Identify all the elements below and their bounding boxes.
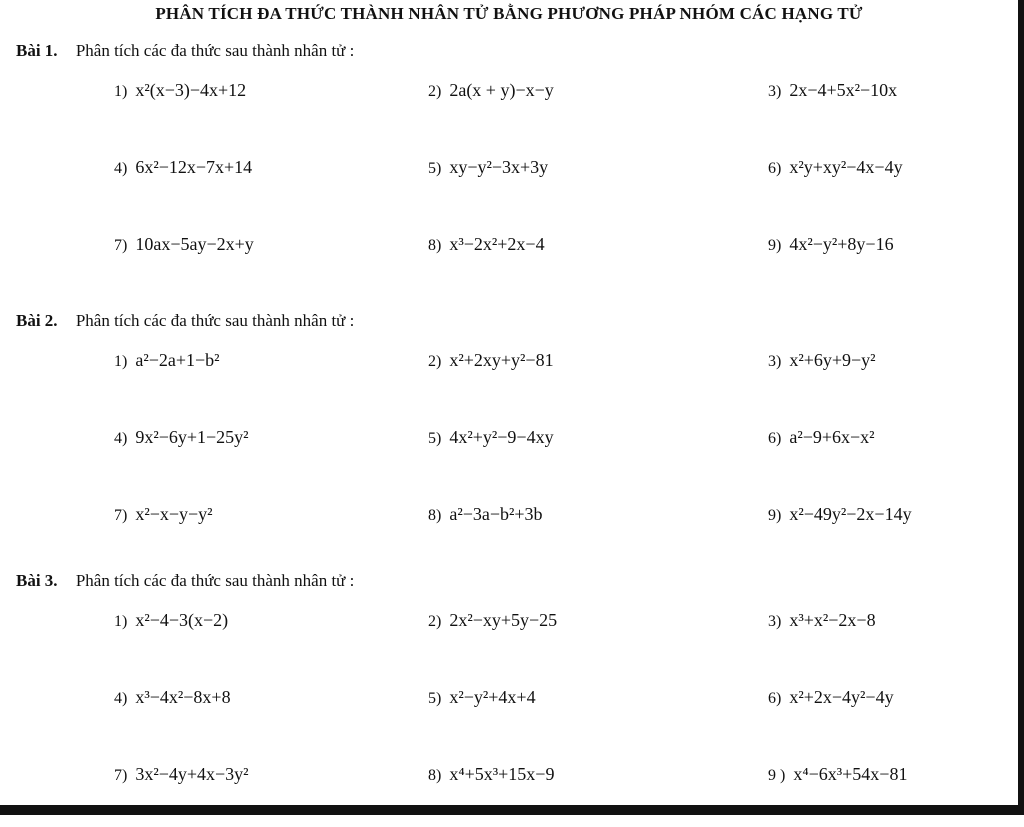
exercise-item [768,764,907,785]
polynomial-expression: 2x²−xy+5y−25 [449,610,558,630]
polynomial-expression: 3x²−4y+4x−3y² [135,764,249,784]
polynomial-expression: 4x²+y²−9−4xy [449,427,554,447]
item-number: 1) [114,83,128,100]
item-number: 8) [428,767,442,784]
item-number: 9 ) [768,767,786,784]
section-bai-2 [16,306,1006,567]
item-number: 2) [428,353,442,370]
exercise-item [114,427,249,448]
exercise-item [768,350,876,371]
polynomial-expression: xy−y²−3x+3y [449,157,549,177]
item-number: 4) [114,690,128,707]
exercise-item [768,157,903,178]
polynomial-expression: x²−4−3(x−2) [135,610,229,630]
polynomial-expression: 9x²−6y+1−25y² [135,427,249,447]
section-label: Bài 2. [16,311,58,330]
item-number: 1) [114,353,128,370]
exercise-row [16,490,1006,567]
polynomial-expression: 2x−4+5x²−10x [789,80,898,100]
exercise-item [768,610,876,631]
page-title: PHÂN TÍCH ĐA THỨC THÀNH NHÂN TỬ BẰNG PHƯƠNG PHÁP NHÓM CÁC HẠNG TỬ [155,4,863,23]
exercise-item [114,157,252,178]
item-number: 3) [768,613,782,630]
exercise-item [428,687,536,708]
polynomial-expression: x²+6y+9−y² [789,350,876,370]
polynomial-expression: x²+2x−4y²−4y [789,687,894,707]
exercise-row [16,596,1006,673]
section-instruction: Phân tích các đa thức sau thành nhân tử : [75,311,355,330]
polynomial-expression: a²−9+6x−x² [789,427,875,447]
polynomial-expression: 10ax−5ay−2x+y [135,234,254,254]
polynomial-expression: x²−y²+4x+4 [449,687,536,707]
polynomial-expression: x²−x−y−y² [135,504,213,524]
exercise-item [428,234,545,255]
polynomial-expression: x²−49y²−2x−14y [789,504,912,524]
exercise-row [16,413,1006,490]
item-number: 9) [768,237,782,254]
section-bai-1 [16,36,1006,297]
exercise-item [768,427,875,448]
item-number: 6) [768,690,782,707]
exercise-item [114,234,254,255]
exercise-item [428,610,557,631]
item-number: 1) [114,613,128,630]
item-number: 5) [428,430,442,447]
polynomial-expression: 2a(x + y)−x−y [449,80,554,100]
exercise-item [428,764,554,785]
exercise-item [428,80,554,101]
exercise-item [114,80,246,101]
item-number: 4) [114,160,128,177]
section-header [16,566,1006,596]
exercise-item [428,504,543,525]
exercise-item [428,157,548,178]
item-number: 7) [114,767,128,784]
item-number: 7) [114,237,128,254]
polynomial-expression: x³−2x²+2x−4 [449,234,545,254]
section-header [16,306,1006,336]
item-number: 3) [768,353,782,370]
exercise-row [16,750,1006,827]
exercise-item [114,764,249,785]
exercise-item [768,234,894,255]
exercise-item [114,687,231,708]
section-header [16,36,1006,66]
item-number: 9) [768,507,782,524]
polynomial-expression: x⁴+5x³+15x−9 [449,764,555,784]
exercise-item [768,504,912,525]
exercise-item [768,80,897,101]
polynomial-expression: x³−4x²−8x+8 [135,687,231,707]
item-number: 2) [428,83,442,100]
exercise-row [16,220,1006,297]
polynomial-expression: x²y+xy²−4x−4y [789,157,903,177]
polynomial-expression: x⁴−6x³+54x−81 [793,764,908,784]
exercise-item [114,504,213,525]
exercise-row [16,143,1006,220]
section-bai-3 [16,566,1006,827]
section-instruction: Phân tích các đa thức sau thành nhân tử : [75,41,355,60]
exercise-item [768,687,894,708]
item-number: 6) [768,160,782,177]
exercise-row [16,336,1006,413]
polynomial-expression: 4x²−y²+8y−16 [789,234,894,254]
polynomial-expression: x²(x−3)−4x+12 [135,80,247,100]
exercise-row [16,673,1006,750]
item-number: 5) [428,160,442,177]
item-number: 5) [428,690,442,707]
section-instruction: Phân tích các đa thức sau thành nhân tử : [75,571,355,590]
section-label: Bài 1. [16,41,58,60]
item-number: 7) [114,507,128,524]
polynomial-expression: x³+x²−2x−8 [789,610,876,630]
exercise-item [428,350,554,371]
item-number: 8) [428,507,442,524]
exercise-row [16,66,1006,143]
item-number: 8) [428,237,442,254]
section-label: Bài 3. [16,571,58,590]
polynomial-expression: x²+2xy+y²−81 [449,350,554,370]
exercise-item [428,427,554,448]
item-number: 4) [114,430,128,447]
item-number: 6) [768,430,782,447]
exercise-item [114,610,228,631]
item-number: 2) [428,613,442,630]
bottom-border [0,805,1024,815]
exercise-item [114,350,220,371]
right-border [1018,0,1024,815]
polynomial-expression: 6x²−12x−7x+14 [135,157,253,177]
polynomial-expression: a²−3a−b²+3b [449,504,543,524]
item-number: 3) [768,83,782,100]
polynomial-expression: a²−2a+1−b² [135,350,220,370]
